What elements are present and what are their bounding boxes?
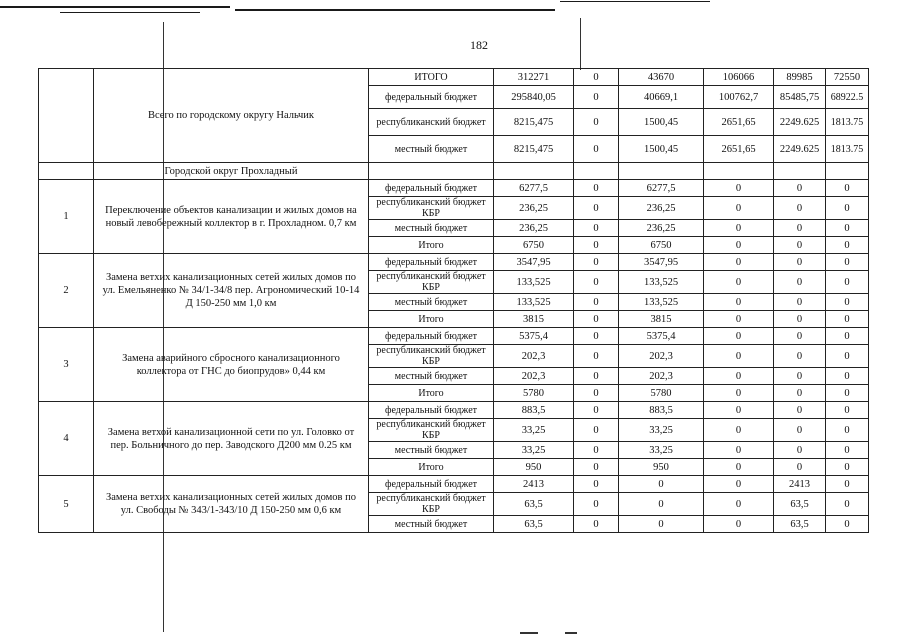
value-cell: 6277,5 [494,180,574,197]
value-cell: 236,25 [494,197,574,220]
scan-line-top-2 [60,12,200,13]
value-cell: 0 [574,109,619,136]
value-cell: 0 [826,294,869,311]
value-cell: 0 [574,254,619,271]
value-cell: 133,525 [494,294,574,311]
value-cell: 0 [574,368,619,385]
value-cell: 5780 [494,385,574,402]
empty-cell [774,163,826,180]
value-cell: 0 [574,493,619,516]
value-cell: 0 [574,442,619,459]
project-number: 5 [39,476,94,533]
value-cell: 0 [774,220,826,237]
value-cell: 0 [574,385,619,402]
value-cell: 63,5 [774,516,826,533]
source-cell: местный бюджет [369,294,494,311]
value-cell: 0 [826,419,869,442]
bottom-mark-2 [565,632,577,634]
value-cell: 0 [774,328,826,345]
project-title: Замена аварийного сбросного канализационного коллектора от ГНС до биопрудов» 0,44 км [94,328,369,402]
value-cell: 202,3 [494,345,574,368]
source-cell: республиканский бюджет КБР [369,197,494,220]
value-cell: 0 [574,516,619,533]
value-cell: 0 [704,402,774,419]
value-cell: 0 [826,237,869,254]
value-cell: 0 [574,328,619,345]
value-cell: 0 [826,493,869,516]
value-cell: 0 [704,368,774,385]
project-title: Переключение объектов канализации и жилых домов на новый левобережный коллектор в г. Прохладном. 0,7 км [94,180,369,254]
value-cell: 0 [704,516,774,533]
value-cell: 202,3 [619,368,704,385]
bottom-mark-1 [520,632,538,634]
value-cell: 0 [704,237,774,254]
value-cell: 33,25 [619,419,704,442]
source-cell: республиканский бюджет КБР [369,345,494,368]
value-cell: 133,525 [619,294,704,311]
project-title: Замена ветхой канализационной сети по ул. Головко от пер. Больничного до пер. Заводского Д200 мм 0.25 км [94,402,369,476]
source-cell: федеральный бюджет [369,86,494,109]
value-cell: 3815 [619,311,704,328]
source-cell: республиканский бюджет КБР [369,419,494,442]
section-title: Городской округ Прохладный [94,163,369,180]
value-cell: 133,525 [619,271,704,294]
value-cell: 0 [574,271,619,294]
scan-line-top-1 [0,6,230,8]
source-cell: республиканский бюджет [369,109,494,136]
value-cell: 0 [774,197,826,220]
value-cell: 0 [826,385,869,402]
source-cell: федеральный бюджет [369,180,494,197]
project-number: 2 [39,254,94,328]
value-cell: 5375,4 [619,328,704,345]
value-cell: 89985 [774,69,826,86]
table-row [39,254,869,271]
value-cell: 0 [574,69,619,86]
value-cell: 43670 [619,69,704,86]
value-cell: 133,525 [494,271,574,294]
value-cell: 0 [826,271,869,294]
value-cell: 33,25 [619,442,704,459]
source-cell: республиканский бюджет КБР [369,493,494,516]
empty-cell [619,163,704,180]
source-cell: республиканский бюджет КБР [369,271,494,294]
source-cell: Итого [369,459,494,476]
value-cell: 0 [574,294,619,311]
project-number: 3 [39,328,94,402]
value-cell: 0 [826,345,869,368]
value-cell: 0 [826,368,869,385]
value-cell: 0 [826,254,869,271]
value-cell: 0 [704,328,774,345]
source-cell: Итого [369,237,494,254]
value-cell: 0 [826,516,869,533]
value-cell: 2249.625 [774,136,826,163]
value-cell: 0 [574,419,619,442]
value-cell: 2651,65 [704,109,774,136]
value-cell: 5780 [619,385,704,402]
source-cell: местный бюджет [369,136,494,163]
district-total-title: Всего по городскому округу Нальчик [94,69,369,163]
value-cell: 0 [826,328,869,345]
value-cell: 6750 [494,237,574,254]
value-cell: 0 [574,86,619,109]
value-cell: 33,25 [494,442,574,459]
source-cell: местный бюджет [369,220,494,237]
value-cell: 0 [826,476,869,493]
value-cell: 2651,65 [704,136,774,163]
value-cell: 0 [704,271,774,294]
empty-cell [494,163,574,180]
value-cell: 8215,475 [494,136,574,163]
value-cell: 0 [704,385,774,402]
value-cell: 68922.5 [826,86,869,109]
value-cell: 883,5 [494,402,574,419]
table-row [39,69,869,86]
value-cell: 100762,7 [704,86,774,109]
value-cell: 6277,5 [619,180,704,197]
value-cell: 63,5 [774,493,826,516]
value-cell: 312271 [494,69,574,86]
value-cell: 0 [704,254,774,271]
value-cell: 0 [704,311,774,328]
source-cell: Итого [369,385,494,402]
budget-table [38,68,869,533]
value-cell: 0 [574,220,619,237]
section-row [39,163,869,180]
value-cell: 0 [774,180,826,197]
value-cell: 3547,95 [619,254,704,271]
empty-cell [704,163,774,180]
value-cell: 883,5 [619,402,704,419]
source-cell: федеральный бюджет [369,402,494,419]
page-number: 182 [470,38,488,52]
value-cell: 0 [704,345,774,368]
value-cell: 1500,45 [619,136,704,163]
value-cell: 63,5 [494,493,574,516]
value-cell: 0 [574,402,619,419]
value-cell: 202,3 [494,368,574,385]
table-row [39,328,869,345]
source-cell: федеральный бюджет [369,476,494,493]
value-cell: 33,25 [494,419,574,442]
value-cell: 0 [574,237,619,254]
value-cell: 0 [574,180,619,197]
project-title: Замена ветхих канализационных сетей жилых домов по ул. Емельяненко № 34/1-34/8 пер. Агрономический 10-14 Д 150-250 мм 1,0 км [94,254,369,328]
value-cell: 0 [619,516,704,533]
value-cell: 0 [826,197,869,220]
value-cell: 236,25 [619,220,704,237]
value-cell: 72550 [826,69,869,86]
value-cell: 0 [774,442,826,459]
value-cell: 1500,45 [619,109,704,136]
value-cell: 0 [619,493,704,516]
value-cell: 3815 [494,311,574,328]
value-cell: 0 [574,476,619,493]
empty-cell [369,163,494,180]
value-cell: 2249.625 [774,109,826,136]
value-cell: 0 [619,476,704,493]
value-cell: 950 [494,459,574,476]
value-cell: 0 [774,345,826,368]
value-cell: 0 [774,311,826,328]
value-cell: 0 [826,180,869,197]
value-cell: 0 [704,294,774,311]
empty-cell [826,163,869,180]
value-cell: 202,3 [619,345,704,368]
value-cell: 0 [774,459,826,476]
value-cell: 2413 [774,476,826,493]
value-cell: 3547,95 [494,254,574,271]
value-cell: 0 [826,220,869,237]
value-cell: 0 [574,345,619,368]
value-cell: 6750 [619,237,704,254]
value-cell: 1813.75 [826,136,869,163]
table-body [39,69,869,533]
value-cell: 106066 [704,69,774,86]
value-cell: 0 [574,459,619,476]
value-cell: 0 [704,180,774,197]
value-cell: 0 [826,459,869,476]
value-cell: 5375,4 [494,328,574,345]
value-cell: 0 [704,197,774,220]
source-cell: Итого [369,311,494,328]
value-cell: 0 [774,419,826,442]
empty-num-cell [39,69,94,163]
value-cell: 0 [774,402,826,419]
scan-line-top-3 [235,9,555,11]
project-number: 1 [39,180,94,254]
value-cell: 63,5 [494,516,574,533]
empty-num-cell [39,163,94,180]
value-cell: 1813.75 [826,109,869,136]
value-cell: 0 [774,294,826,311]
value-cell: 950 [619,459,704,476]
value-cell: 0 [574,197,619,220]
fold-mark-right [580,18,581,70]
value-cell: 0 [826,311,869,328]
table-row [39,180,869,197]
source-cell: ИТОГО [369,69,494,86]
value-cell: 0 [574,136,619,163]
source-cell: федеральный бюджет [369,254,494,271]
value-cell: 0 [704,493,774,516]
value-cell: 0 [704,459,774,476]
empty-cell [574,163,619,180]
project-title: Замена ветхих канализационных сетей жилых домов по ул. Свободы № 343/1-343/10 Д 150-250 мм 0,6 км [94,476,369,533]
value-cell: 0 [826,402,869,419]
value-cell: 0 [574,311,619,328]
scan-line-top-4 [560,1,710,2]
value-cell: 0 [774,368,826,385]
value-cell: 236,25 [494,220,574,237]
value-cell: 0 [774,254,826,271]
value-cell: 40669,1 [619,86,704,109]
value-cell: 0 [774,271,826,294]
value-cell: 0 [826,442,869,459]
source-cell: местный бюджет [369,368,494,385]
value-cell: 0 [704,220,774,237]
value-cell: 2413 [494,476,574,493]
value-cell: 8215,475 [494,109,574,136]
value-cell: 0 [774,385,826,402]
value-cell: 0 [774,237,826,254]
value-cell: 236,25 [619,197,704,220]
source-cell: местный бюджет [369,516,494,533]
source-cell: местный бюджет [369,442,494,459]
table-row [39,402,869,419]
value-cell: 0 [704,442,774,459]
value-cell: 295840,05 [494,86,574,109]
project-number: 4 [39,402,94,476]
value-cell: 0 [704,476,774,493]
value-cell: 0 [704,419,774,442]
table-row [39,476,869,493]
source-cell: федеральный бюджет [369,328,494,345]
value-cell: 85485,75 [774,86,826,109]
